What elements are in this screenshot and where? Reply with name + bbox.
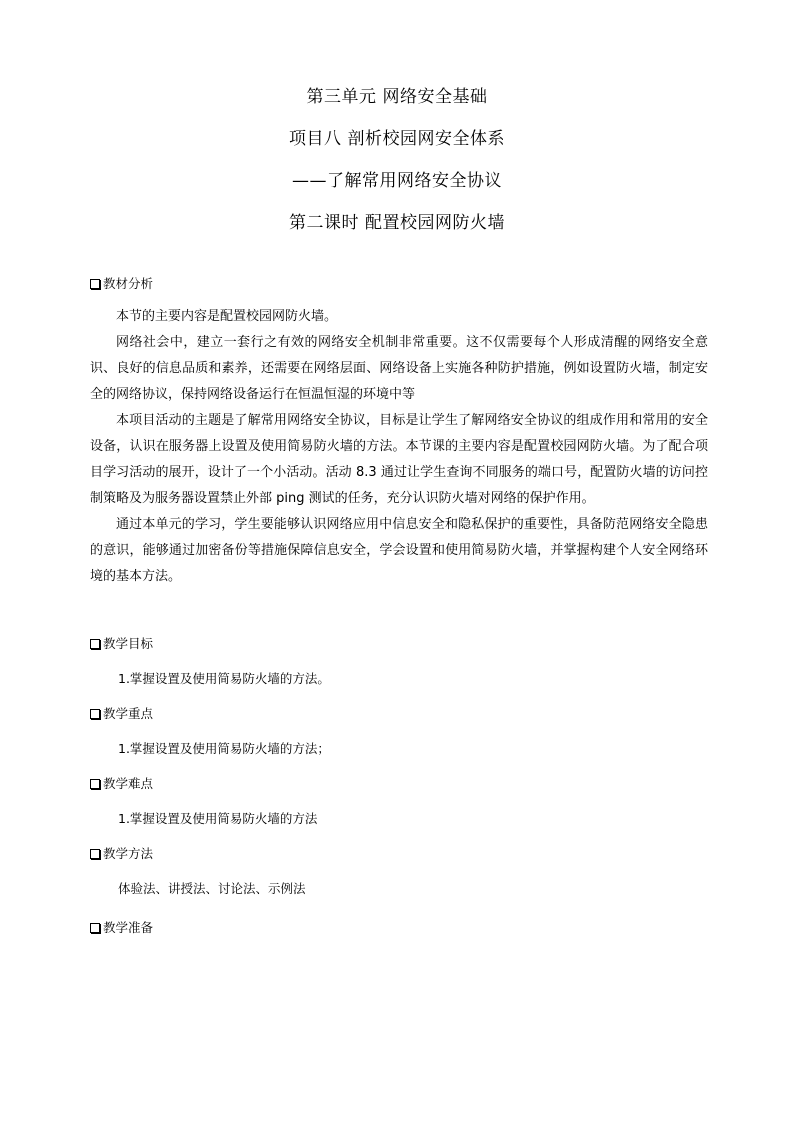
list-item: 1.掌握设置及使用简易防火墙的方法	[118, 811, 318, 826]
subtitle: ——了解常用网络安全协议	[292, 171, 502, 191]
section-heading-difficulties	[90, 772, 708, 796]
paragraph: 本节的主要内容是配置校园网防火墙。	[116, 309, 338, 324]
section-heading-label: 教学方法	[103, 846, 154, 861]
paragraph: 本项目活动的主题是了解常用网络安全协议，目标是让学生了解网络安全协议的组成作用和常用的安全设备，认识在服务器上设置及使用简易防火墙的方法。本节课的主要内容是配置校园网防火墙。为了配合项目学习活动的展开，设计了一个小活动。活动 8.3 通过让学生查询不同服务的端口号，配置防火墙的访问控制策略及为服务器设置禁止外部 ping 测试的任务，充分认识防火墙对网络的保护作用。	[90, 413, 708, 506]
list-item: 1.掌握设置及使用简易防火墙的方法；	[118, 741, 330, 756]
checkbox-bullet-icon	[90, 849, 100, 859]
paragraph: 网络社会中，建立一套行之有效的网络安全机制非常重要。这不仅需要每个人形成清醒的网络安全意识、良好的信息品质和素养，还需要在网络层面、网络设备上实施各种防护措施，例如设置防火墙，制定安全的网络协议，保持网络设备运行在恒温恒湿的环境中等	[90, 335, 708, 402]
section-heading-methods	[90, 842, 708, 866]
section-heading-preparation	[90, 916, 708, 940]
list-item: 体验法、讲授法、讨论法、示例法	[118, 881, 306, 896]
document-body	[90, 272, 708, 940]
unit-title: 第三单元 网络安全基础	[306, 87, 488, 107]
section-heading-analysis	[90, 272, 708, 296]
checkbox-bullet-icon	[90, 639, 100, 649]
section-heading-label: 教学难点	[103, 776, 154, 791]
section-heading-key-points	[90, 702, 708, 726]
checkbox-bullet-icon	[90, 779, 100, 789]
section-heading-label: 教学重点	[103, 706, 154, 721]
lesson-title: 第二课时 配置校园网防火墙	[289, 213, 505, 233]
project-title: 项目八 剖析校园网安全体系	[289, 129, 505, 149]
paragraph: 通过本单元的学习，学生要能够认识网络应用中信息安全和隐私保护的重要性，具备防范网络安全隐患的意识，能够通过加密备份等措施保障信息安全，学会设置和使用简易防火墙，并掌握构建个人安全网络环境的基本方法。	[90, 517, 708, 584]
title-block	[0, 84, 794, 252]
section-heading-label: 教材分析	[103, 276, 154, 291]
checkbox-bullet-icon	[90, 279, 100, 289]
section-heading-goals	[90, 632, 708, 656]
checkbox-bullet-icon	[90, 709, 100, 719]
section-heading-label: 教学目标	[103, 636, 154, 651]
checkbox-bullet-icon	[90, 923, 100, 933]
section-heading-label: 教学准备	[103, 920, 154, 935]
list-item: 1.掌握设置及使用简易防火墙的方法。	[118, 671, 330, 686]
